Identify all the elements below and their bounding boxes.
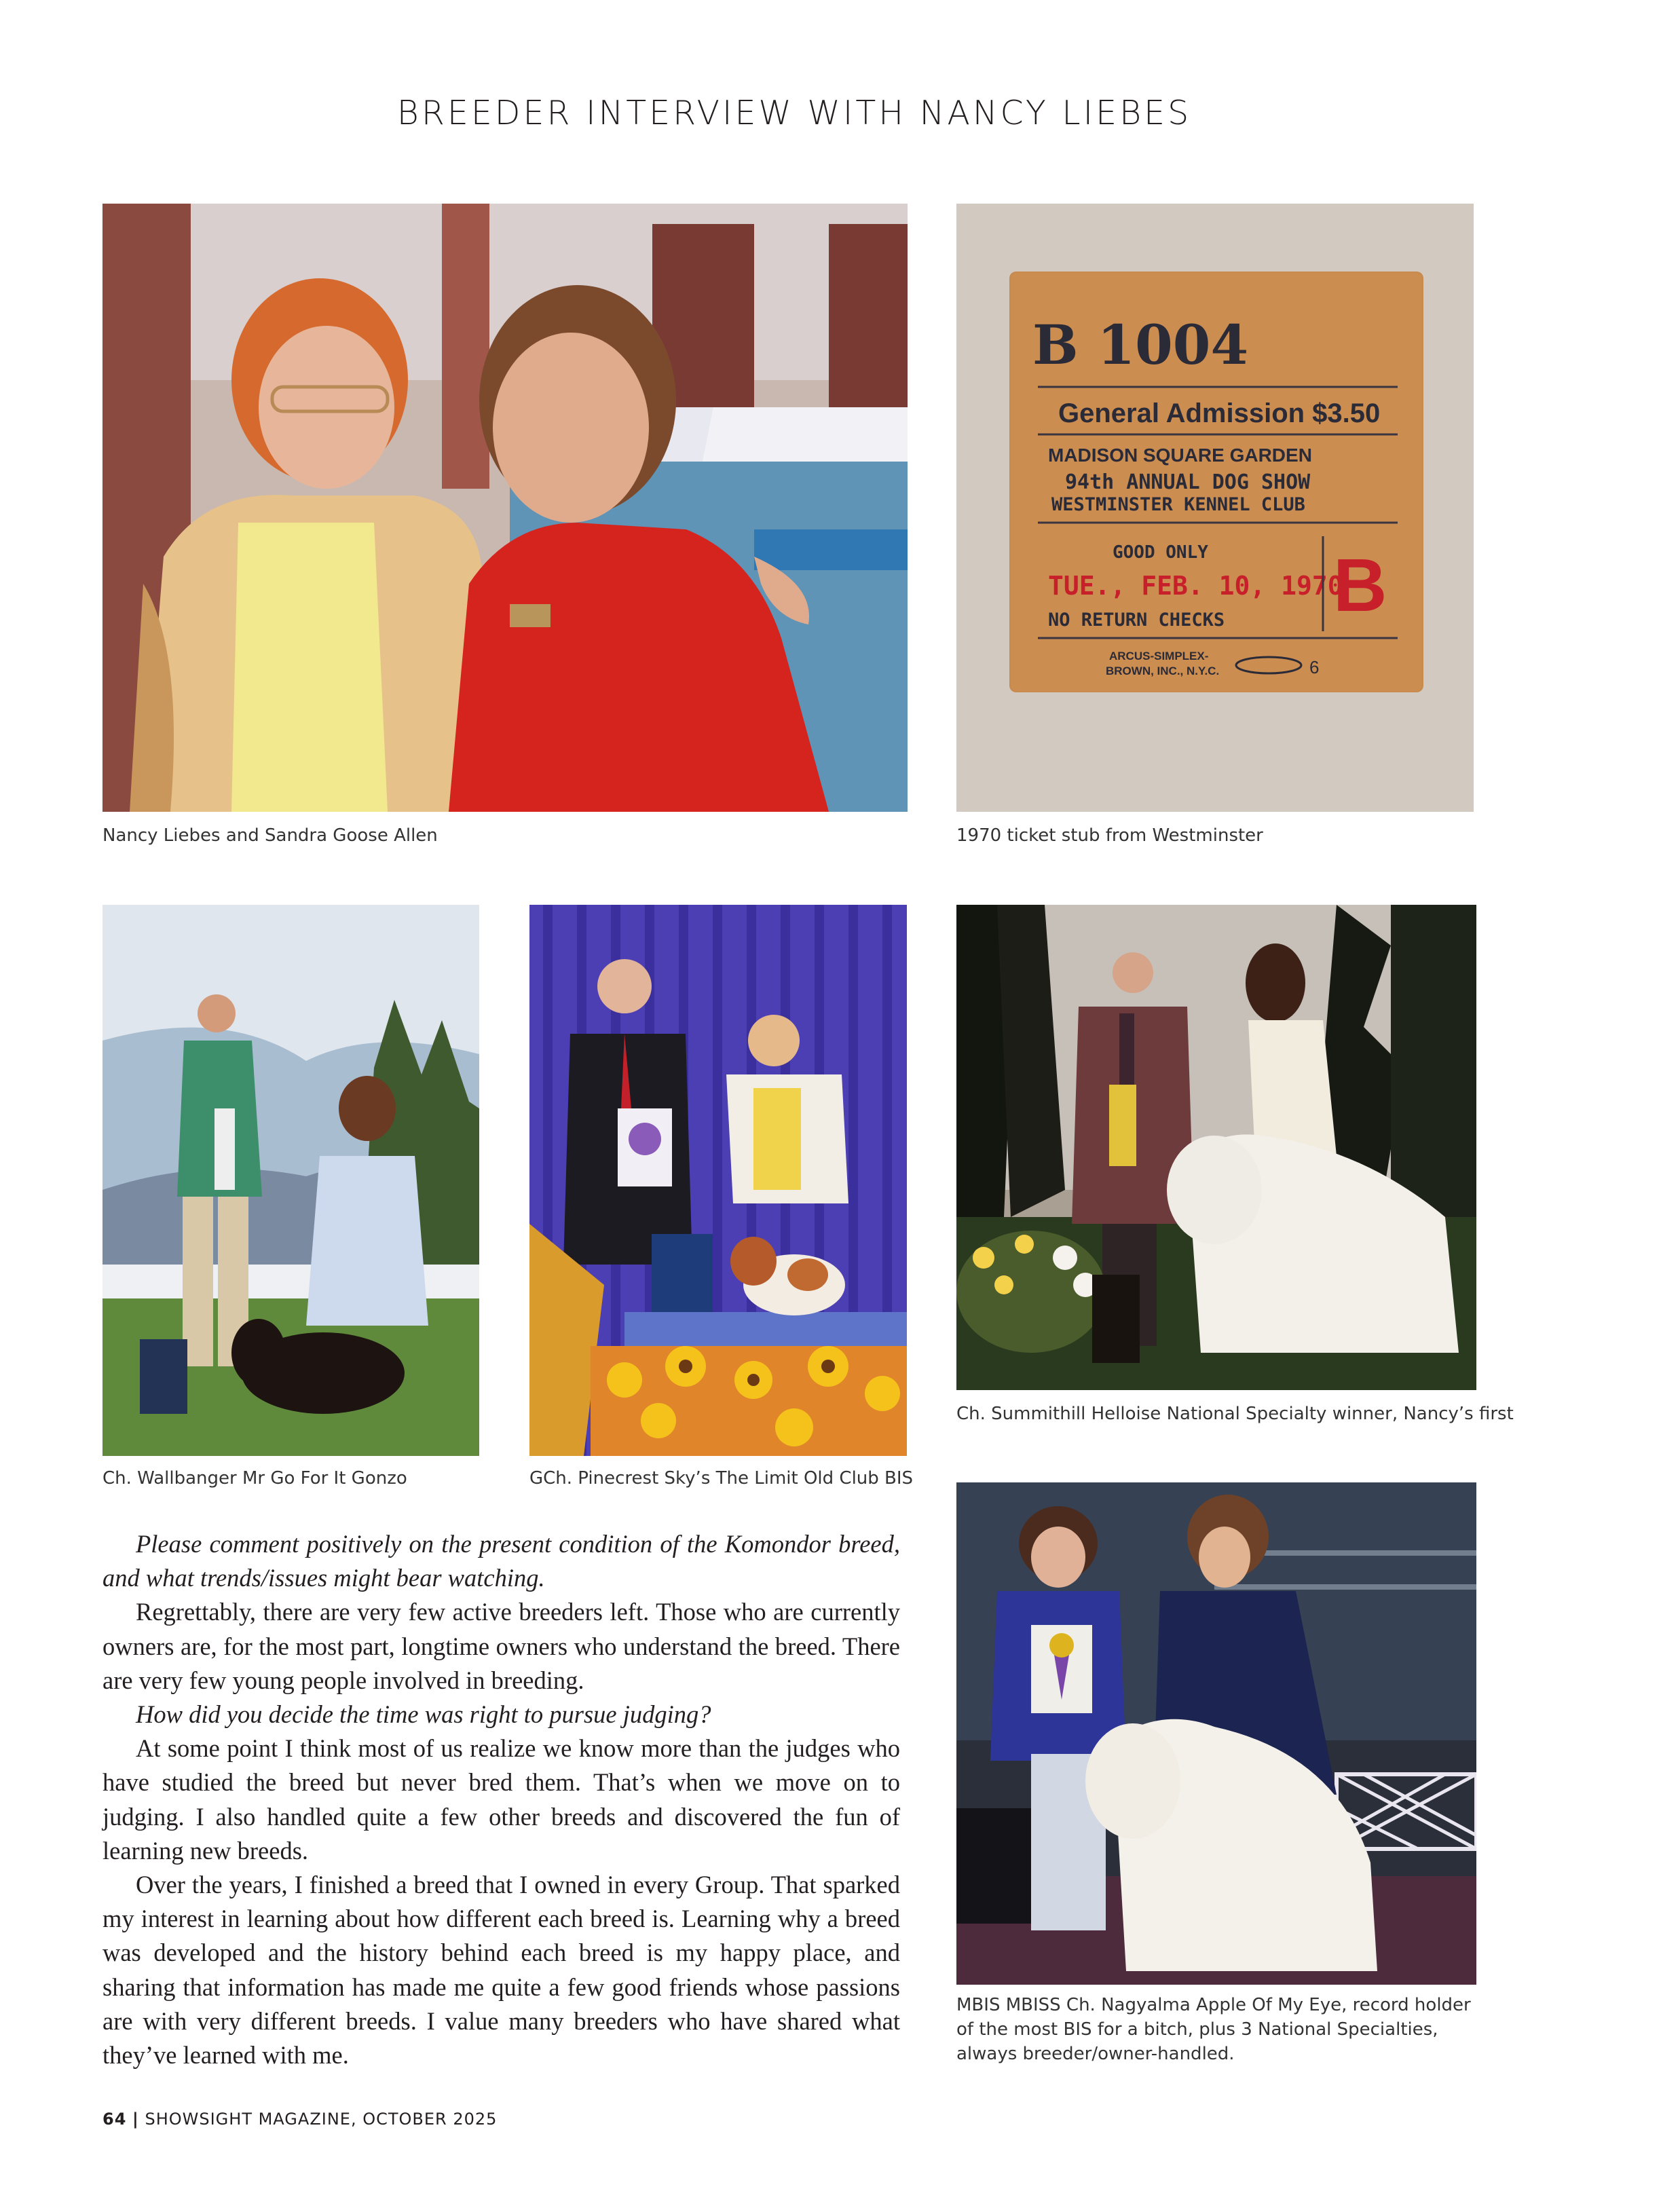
ticket-date: TUE., FEB. 10, 1970 [1048, 571, 1343, 601]
article-body [102, 1527, 900, 2072]
interview-question: How did you decide the time was right to pursue judging? [136, 1700, 711, 1729]
interview-answer: Regrettably, there are very few active breeders left. Those who are currently owners are, for the most part, longtime owners who understand the breed. There are very few young people involved in breeding. [102, 1598, 900, 1694]
ticket-admission: General Admission $3.50 [1058, 398, 1381, 428]
page-number: 64 [102, 2110, 127, 2129]
interview-answer: Over the years, I finished a breed that I owned in every Group. That sparked my interest in learning about how different each breed is. Learning why a breed was developed and the history behind each breed is my happy place, and sharing that information has made me quite a few good friends whose passions are with very different breeds. I value many breeders who have shared what they’ve learned with me. [102, 1871, 900, 2070]
photo-wallbanger-gonzo [102, 905, 479, 1456]
interview-question: Please comment positively on the present condition of the Komondor breed, and what trends/issues might bear watching. [102, 1530, 900, 1592]
page-footer [102, 2110, 497, 2129]
photo-nagyalma-apple [956, 1482, 1476, 1985]
photo-caption: GCh. Pinecrest Sky’s The Limit Old Club BIS [529, 1468, 914, 1489]
ticket-venue: MADISON SQUARE GARDEN [1048, 445, 1312, 466]
publication-name: SHOWSIGHT MAGAZINE, OCTOBER 2025 [145, 2110, 498, 2129]
ticket-printer-2: BROWN, INC., N.Y.C. [1106, 665, 1220, 677]
photo-pinecrest-sky [529, 905, 907, 1456]
photo-caption: Ch. Wallbanger Mr Go For It Gonzo [102, 1468, 407, 1489]
caption-line: MBIS MBISS Ch. Nagyalma Apple Of My Eye, record holder [956, 1995, 1471, 2015]
footer-separator: | [132, 2110, 139, 2129]
ticket-good-only: GOOD ONLY [1113, 542, 1208, 563]
photo-caption-multiline [956, 1993, 1471, 2066]
photo-caption: Nancy Liebes and Sandra Goose Allen [102, 825, 438, 846]
photo-ticket-stub [956, 204, 1474, 812]
ticket-show: 94th ANNUAL DOG SHOW [1065, 470, 1311, 494]
photo-caption: Ch. Summithill Helloise National Specialty winner, Nancy’s first [956, 1404, 1514, 1424]
ticket-big-letter: B [1333, 544, 1387, 627]
caption-line: of the most BIS for a bitch, plus 3 National Specialties, [956, 2019, 1438, 2040]
page-title: BREEDER INTERVIEW WITH NANCY LIEBES [396, 94, 1192, 132]
interview-answer: At some point I think most of us realize we know more than the judges who have studied the breed but never bred them. That’s when we move on to judging. I also handled quite a few other breeds and discovered the fun of learning new breeds. [102, 1734, 900, 1865]
ticket-number: B 1004 [1032, 313, 1249, 377]
ticket-printer-1: ARCUS-SIMPLEX- [1109, 650, 1209, 662]
ticket-no-return: NO RETURN CHECKS [1048, 610, 1225, 631]
photo-summithill-helloise [956, 905, 1476, 1390]
caption-line: always breeder/owner-handled. [956, 2044, 1235, 2064]
photo-liebes-allen [102, 204, 908, 812]
photo-caption: 1970 ticket stub from Westminster [956, 825, 1263, 846]
ticket-printer-num: 6 [1309, 657, 1320, 677]
ticket-club: WESTMINSTER KENNEL CLUB [1051, 494, 1305, 515]
